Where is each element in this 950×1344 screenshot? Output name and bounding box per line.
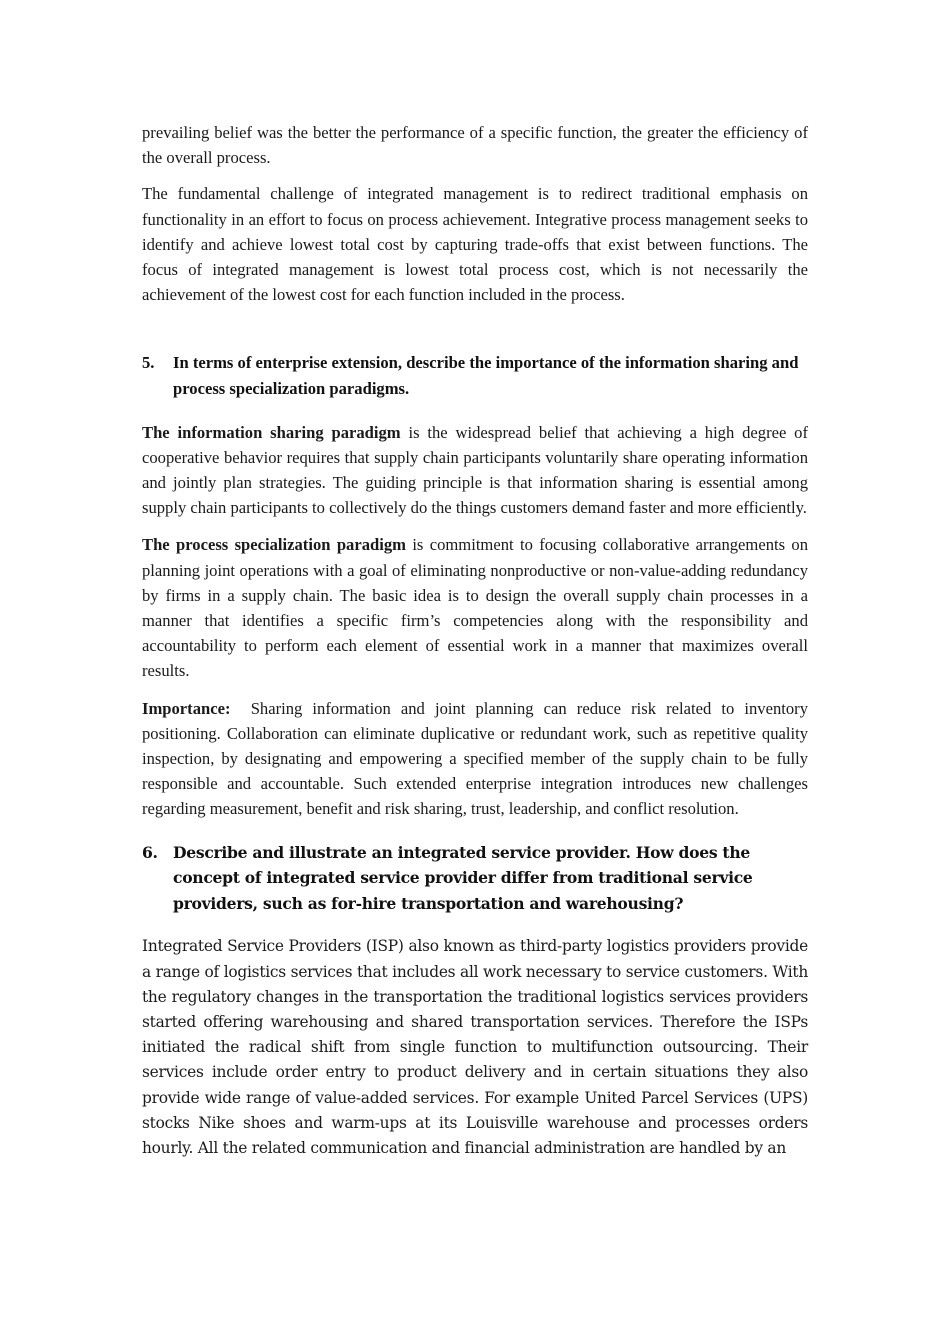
lead-in-process-specialization: The process specialization paradigm — [142, 535, 406, 555]
question-text-6: Describe and illustrate an integrated service provider. How does the concept of integrated service provider differ from traditional service providers, such as for-hire transportation and warehousing? — [173, 842, 753, 913]
heading-spacer — [142, 319, 808, 350]
question-heading-6 — [142, 840, 808, 917]
question-text-5: In terms of enterprise extension, describe the importance of the information sharing and process specialization paradigms. — [173, 353, 799, 399]
body-information-sharing: is the widespread belief that achieving a high degree of cooperative behavior requires that supply chain participants voluntarily share operating information and jointly plan strategies. The guiding principle is that information sharing is essential among supply chain participants to collectively do the things customers demand faster and more efficiently. — [142, 422, 808, 518]
question-number-6: 6. — [142, 842, 158, 862]
body-importance: Sharing information and joint planning can reduce risk related to inventory positioning. Collaboration can eliminate duplicative or redundant work, such as repetitive quality inspection, by designating and empowering a specified member of the supply chain to be fully responsible and accountable. Such extended enterprise integration introduces new challenges regarding measurement, benefit and risk sharing, trust, leadership, and conflict resolution. — [142, 698, 808, 819]
paragraph-fundamental-challenge: The fundamental challenge of integrated management is to redirect traditional emphasis on functionality in an effort to focus on process achievement. Integrative process management seeks to identify and achieve lowest total cost by capturing trade-offs that exist between functions. The focus of integrated management is lowest total process cost, which is not necessarily the achievement of the lowest cost for each function included in the process. — [142, 184, 808, 305]
paragraph-integrated-service-providers: Integrated Service Providers (ISP) also known as third-party logistics providers provide a range of logistics services that includes all work necessary to service customers. With the regulatory changes in the transportation the traditional logistics services providers started offering warehousing and shared transportation services. Therefore the ISPs initiated the radical shift from single function to multifunction outsourcing. Their services include order entry to product delivery and in certain situations they also provide wide range of value-added services. For example United Parcel Services (UPS) stocks Nike shoes and warm-ups at its Louisville warehouse and processes orders hourly. All the related communication and financial administration are handled by an — [142, 937, 808, 1158]
lead-in-importance: Importance: — [142, 698, 231, 718]
paragraph-prevailing-belief: prevailing belief was the better the performance of a specific function, the greater the efficiency of the overall process. — [142, 123, 808, 168]
document-text-column — [142, 120, 808, 1173]
question-number-5: 5. — [142, 353, 155, 373]
question-heading-5 — [142, 350, 808, 401]
paragraph-process-specialization — [142, 532, 808, 683]
paragraph-importance — [142, 696, 808, 822]
lead-in-information-sharing: The information sharing paradigm — [142, 422, 401, 442]
paragraph-information-sharing — [142, 420, 808, 521]
importance-gap — [230, 699, 250, 718]
body-process-specialization: is commitment to focusing collaborative arrangements on planning joint operations with a goal of eliminating nonproductive or non-value-adding redundancy by firms in a supply chain. The basic idea is to design the overall supply chain processes in a manner that identifies a specific firm’s competencies along with the responsibility and accountability to perform each element of essential work in a manner that maximizes overall results. — [142, 535, 809, 681]
